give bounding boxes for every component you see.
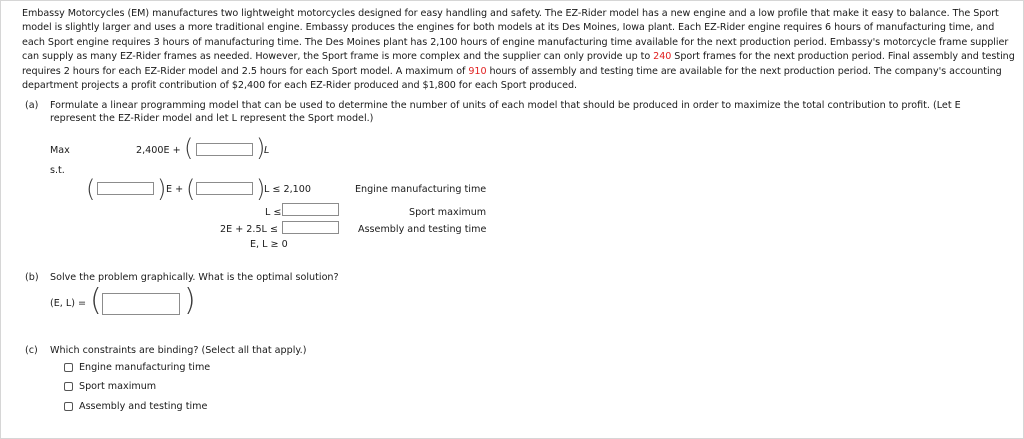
part-b-text: Solve the problem graphically. What is the optimal solution? (50, 272, 339, 283)
c1-e-coefficient-input[interactable] (97, 182, 154, 195)
c2-lhs: L ≤ (265, 207, 282, 218)
paren-right: ) (157, 175, 167, 203)
problem-text-1: Embassy Motorcycles (EM) manufactures two lightweight motorcycles designed for easy handling and safety. The EZ-Rider model has a new engine and a low profile that make it easy to balance. The Sport model is slightly larger and uses a more traditional engine. Embassy produces the engines for both models at its Des Moines, Iowa plant. Each EZ-Rider engine requires 6 hours of manufacturing time, and each Sport engine requires 3 hours of manufacturing time. The Des Moines plant has 2,100 hours of engine manufacturing time available for the next production period. Embassy's motorcycle frame supplier can supply as many EZ-Rider frames as needed. However, the Sport frame is more complex and the supplier can only provide up to (22, 8, 1009, 63)
sport-frames-value: 240 (653, 51, 672, 63)
part-b-label: (b) (25, 272, 39, 283)
c2-name: Sport maximum (409, 207, 487, 218)
checkbox-assembly-testing[interactable] (64, 402, 73, 411)
objective-variable: L (264, 145, 270, 156)
c1-middle: E + (166, 184, 184, 195)
c1-name: Engine manufacturing time (355, 184, 487, 195)
option-engine-manufacturing: Engine manufacturing time (79, 362, 211, 373)
answer-label: (E, L) = (50, 298, 87, 309)
c1-rhs: L ≤ 2,100 (264, 184, 311, 195)
paren-left: ( (186, 175, 196, 203)
c3-rhs-input[interactable] (282, 221, 339, 234)
problem-text-2: Sport frames for the next production period. Final assembly and testing requires 2 hours for each EZ-Rider model and 2.5 hours for each Sport model. A maximum of (22, 51, 1015, 77)
c1-l-coefficient-input[interactable] (196, 182, 253, 195)
checkbox-engine-manufacturing[interactable] (64, 363, 73, 372)
objective-term: 2,400E + (136, 145, 181, 156)
objective-l-coefficient-input[interactable] (196, 143, 253, 156)
problem-statement (22, 7, 1016, 93)
part-c-label: (c) (25, 345, 38, 356)
part-a-question (25, 99, 1005, 125)
optimal-solution-input[interactable] (102, 293, 180, 315)
nonnegativity: E, L ≥ 0 (250, 239, 288, 250)
checkbox-sport-maximum[interactable] (64, 382, 73, 391)
part-b-question (25, 271, 1005, 284)
c2-rhs-input[interactable] (282, 203, 339, 216)
c3-name: Assembly and testing time (358, 224, 487, 235)
c3-lhs: 2E + 2.5L ≤ (220, 224, 278, 235)
part-c-question (25, 344, 1005, 357)
option-sport-maximum: Sport maximum (79, 381, 157, 392)
paren-left: ( (86, 175, 96, 203)
paren-left: ( (90, 283, 102, 318)
problem-text-3: hours of assembly and testing time are available for the next production period. The company's accounting department projects a profit contribution of $2,400 for each EZ-Rider produced and $1,800 for each Sport produced. (22, 65, 1002, 92)
assembly-hours-value: 910 (468, 65, 487, 77)
paren-right: ) (256, 134, 266, 162)
paren-right: ) (184, 283, 196, 318)
paren-right: ) (256, 175, 266, 203)
option-assembly-testing: Assembly and testing time (79, 401, 208, 412)
st-label: s.t. (50, 165, 65, 176)
part-c-text: Which constraints are binding? (Select all that apply.) (50, 345, 307, 356)
part-a-text: Formulate a linear programming model that can be used to determine the number of units of each model that should be produced in order to maximize the total contribution to profit. (Let E represent the EZ-Rider model and let L represent the Sport model.) (50, 100, 961, 124)
paren-left: ( (184, 134, 194, 162)
part-a-label: (a) (25, 100, 39, 111)
max-label: Max (50, 145, 70, 156)
